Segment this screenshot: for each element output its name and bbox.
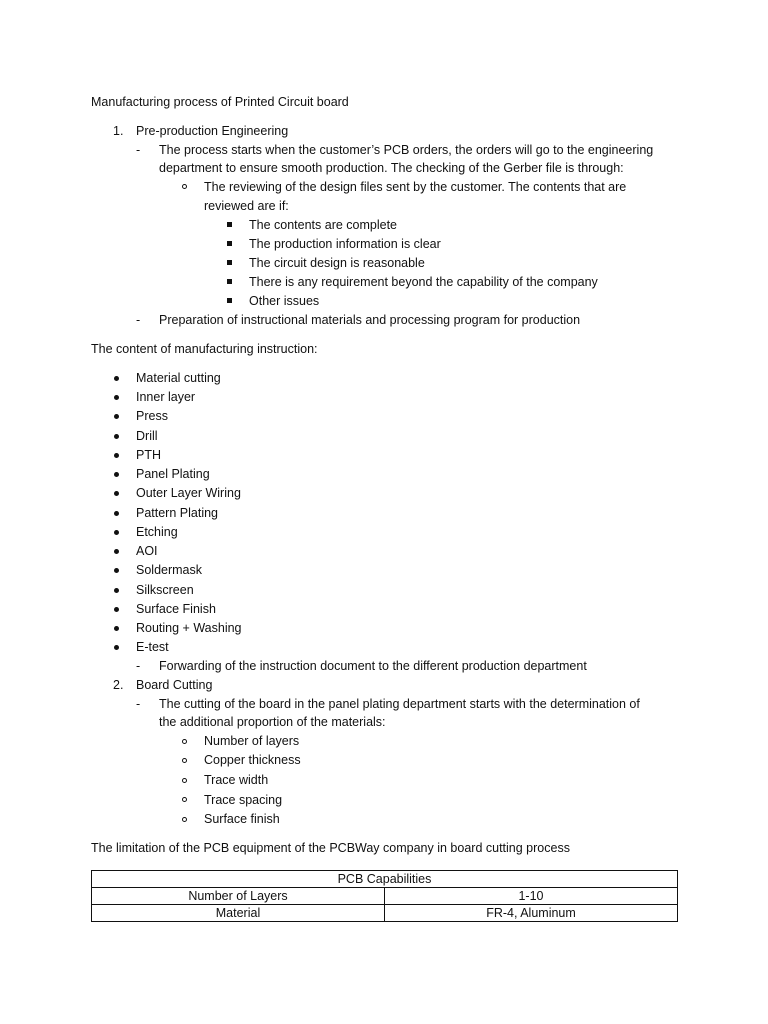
section-2-dash-line-1: The cutting of the board in the panel plating department starts with the determination of xyxy=(159,697,640,711)
dash-bullet: - xyxy=(136,143,141,157)
instruction-item: Surface Finish xyxy=(136,602,216,616)
section-2-heading: Board Cutting xyxy=(136,678,213,692)
instruction-item: E-test xyxy=(136,640,169,654)
bullet-icon xyxy=(114,588,119,593)
bullet-icon xyxy=(114,453,119,458)
square-bullet-icon xyxy=(227,222,232,227)
hollow-circle-bullet-icon xyxy=(182,778,187,783)
section-1-number: 1. xyxy=(113,124,124,138)
table-row xyxy=(92,888,678,905)
check-item: The circuit design is reasonable xyxy=(249,256,425,270)
bullet-icon xyxy=(114,511,119,516)
forwarding-text: Forwarding of the instruction document to the different production department xyxy=(159,659,587,673)
factor-item: Trace spacing xyxy=(204,793,283,807)
instruction-item: Outer Layer Wiring xyxy=(136,486,241,500)
dash-bullet: - xyxy=(136,313,141,327)
table-header-row xyxy=(92,871,678,888)
factor-item: Surface finish xyxy=(204,812,280,826)
instruction-item: Panel Plating xyxy=(136,467,210,481)
instruction-item: Material cutting xyxy=(136,371,221,385)
section-1-heading: Pre-production Engineering xyxy=(136,124,289,138)
square-bullet-icon xyxy=(227,279,232,284)
section-2-dash-line-2: the additional proportion of the materials: xyxy=(159,715,386,729)
table-header: PCB Capabilities xyxy=(92,871,678,888)
instruction-item: Routing + Washing xyxy=(136,621,242,635)
review-line-1: The reviewing of the design files sent by the customer. The contents that are xyxy=(204,180,627,194)
table-cell-value: 1-10 xyxy=(385,888,678,905)
bullet-icon xyxy=(114,376,119,381)
pcb-capabilities-table xyxy=(91,870,678,922)
square-bullet-icon xyxy=(227,260,232,265)
bullet-icon xyxy=(114,645,119,650)
bullet-icon xyxy=(114,395,119,400)
bullet-icon xyxy=(114,549,119,554)
table-cell-value: FR-4, Aluminum xyxy=(385,905,678,922)
bullet-icon xyxy=(114,434,119,439)
table-row xyxy=(92,905,678,922)
bullet-icon xyxy=(114,414,119,419)
instruction-heading: The content of manufacturing instruction: xyxy=(91,342,318,356)
bullet-icon xyxy=(114,472,119,477)
review-line-2: reviewed are if: xyxy=(204,199,289,213)
section-1-dash-1-line-1: The process starts when the customer’s PCB orders, the orders will go to the engineering xyxy=(159,143,654,157)
table-cell-label: Number of Layers xyxy=(92,888,385,905)
dash-bullet: - xyxy=(136,697,141,711)
bullet-icon xyxy=(114,530,119,535)
section-1-dash-2: Preparation of instructional materials and processing program for production xyxy=(159,313,581,327)
instruction-item: Pattern Plating xyxy=(136,506,218,520)
instruction-item: Silkscreen xyxy=(136,583,194,597)
bullet-icon xyxy=(114,568,119,573)
check-item: The production information is clear xyxy=(249,237,441,251)
square-bullet-icon xyxy=(227,241,232,246)
square-bullet-icon xyxy=(227,298,232,303)
instruction-item: Press xyxy=(136,409,168,423)
instruction-item: Drill xyxy=(136,429,158,443)
dash-bullet: - xyxy=(136,659,141,673)
hollow-circle-bullet-icon xyxy=(182,817,187,822)
instruction-item: AOI xyxy=(136,544,158,558)
check-item: The contents are complete xyxy=(249,218,397,232)
check-item: Other issues xyxy=(249,294,320,308)
hollow-circle-bullet-icon xyxy=(182,797,187,802)
instruction-item: Inner layer xyxy=(136,390,196,404)
check-item: There is any requirement beyond the capability of the company xyxy=(249,275,598,289)
instruction-item: PTH xyxy=(136,448,161,462)
table-cell-label: Material xyxy=(92,905,385,922)
document-title: Manufacturing process of Printed Circuit board xyxy=(91,95,349,109)
instruction-item: Soldermask xyxy=(136,563,202,577)
bullet-icon xyxy=(114,607,119,612)
limitation-text: The limitation of the PCB equipment of the PCBWay company in board cutting process xyxy=(91,841,570,855)
factor-item: Copper thickness xyxy=(204,753,301,767)
bullet-icon xyxy=(114,626,119,631)
hollow-circle-bullet-icon xyxy=(182,758,187,763)
factor-item: Number of layers xyxy=(204,734,300,748)
instruction-item: Etching xyxy=(136,525,178,539)
hollow-circle-bullet-icon xyxy=(182,739,187,744)
factor-item: Trace width xyxy=(204,773,269,787)
section-1-dash-1-line-2: department to ensure smooth production. The checking of the Gerber file is through: xyxy=(159,161,624,175)
section-2-number: 2. xyxy=(113,678,124,692)
hollow-circle-bullet-icon xyxy=(182,184,187,189)
bullet-icon xyxy=(114,491,119,496)
